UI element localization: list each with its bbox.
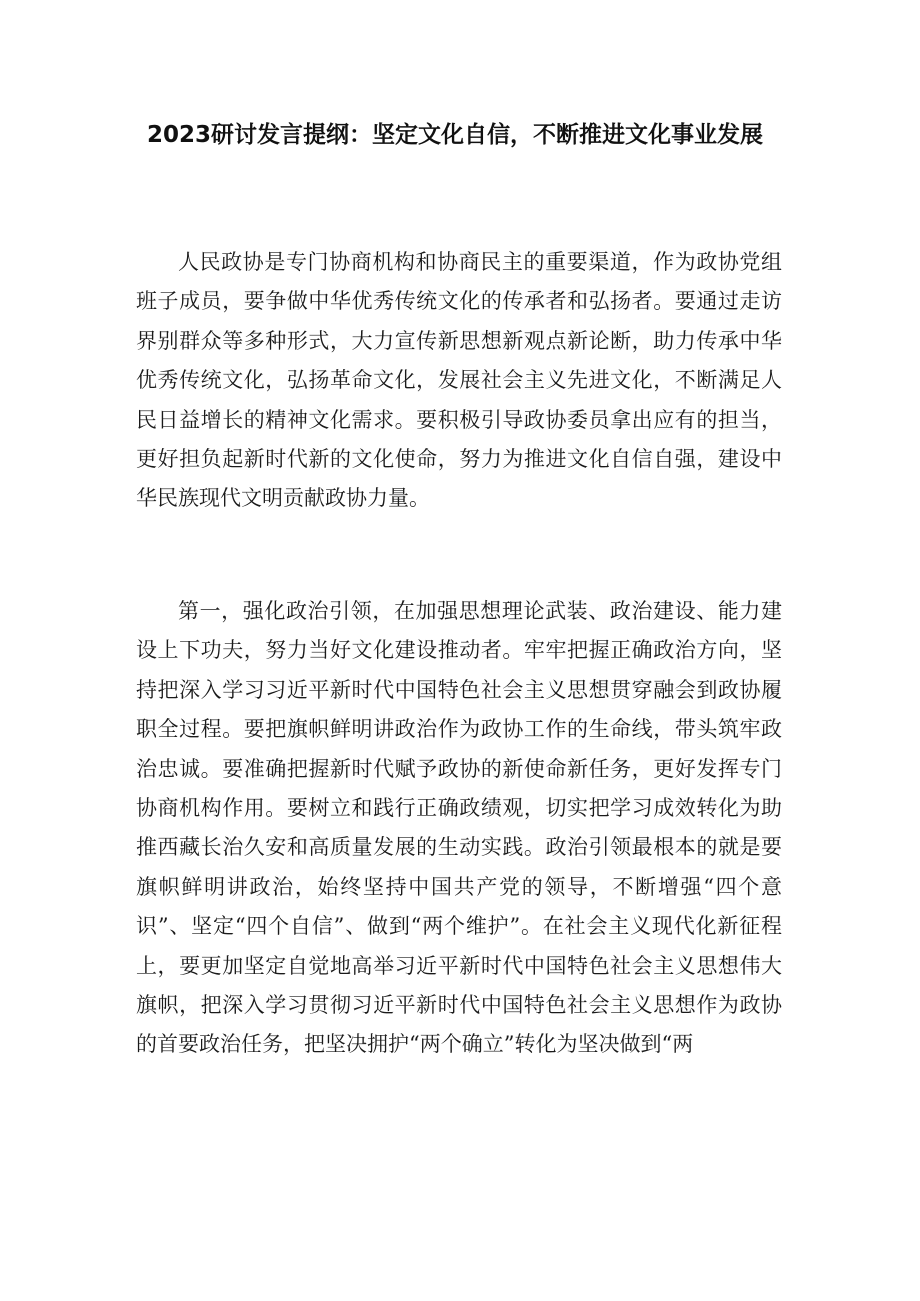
document-title: 2023研讨发言提纲：坚定文化自信，不断推进文化事业发展 bbox=[146, 122, 763, 148]
paragraph-first-point: 第一，强化政治引领，在加强思想理论武装、政治建设、能力建设上下功夫，努力当好文化建设推动者。牢牢把握正确政治方向，坚持把深入学习习近平新时代中国特色社会主义思想贯穿融会到政协履职全过程。要把旗帜鲜明讲政治作为政协工作的生命线，带头筑牢政治忠诚。要准确把握新时代赋予政协的新使命新任务，更好发挥专门协商机构作用。要树立和践行正确政绩观，切实把学习成效转化为助推西藏长治久安和高质量发展的生动实践。政治引领最根本的就是要旗帜鲜明讲政治，始终坚持中国共产党的领导，不断增强“四个意识”、坚定“四个自信”、做到“两个维护”。在社会主义现代化新征程上，要更加坚定自觉地高举习近平新时代中国特色社会主义思想伟大旗帜，把深入学习贯彻习近平新时代中国特色社会主义思想作为政协的首要政治任务，把坚决拥护“两个确立”转化为坚决做到“两 bbox=[136, 599, 782, 1057]
paragraph-intro: 人民政协是专门协商机构和协商民主的重要渠道，作为政协党组班子成员，要争做中华优秀传统文化的传承者和弘扬者。要通过走访界别群众等多种形式，大力宣传新思想新观点新论断，助力传承中华优秀传统文化，弘扬革命文化，发展社会主义先进文化，不断满足人民日益增长的精神文化需求。要积极引导政协委员拿出应有的担当，更好担负起新时代新的文化使命，努力为推进文化自信自强，建设中华民族现代文明贡献政协力量。 bbox=[136, 250, 782, 511]
